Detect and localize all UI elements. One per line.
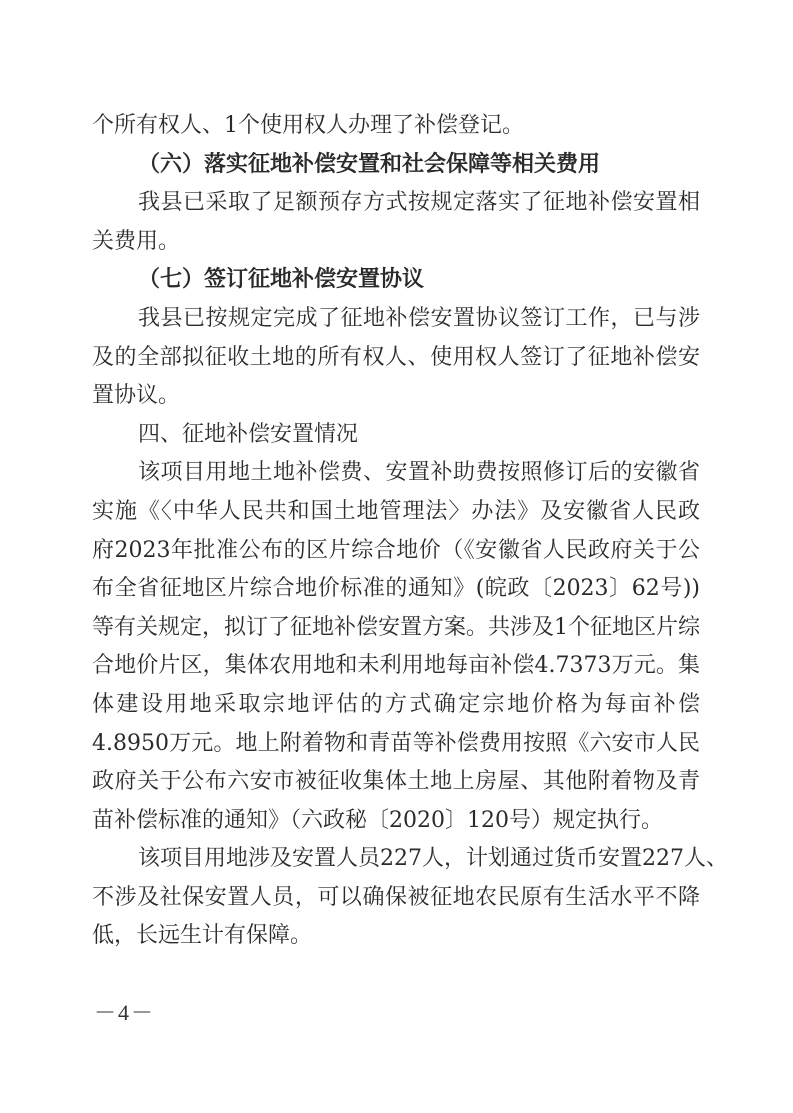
- text-line: 体建设用地采取宗地评估的方式确定宗地价格为每亩补偿: [92, 691, 700, 717]
- text-line: 及的全部拟征收土地的所有权人、使用权人签订了征地补偿安: [92, 344, 700, 370]
- section-heading: （七）签订征地补偿安置协议: [138, 267, 425, 293]
- text-line: 政府关于公布六安市被征收集体土地上房屋、其他附着物及青: [92, 769, 700, 795]
- text-line: 该项目用地涉及安置人员227人，计划通过货币安置227人、: [138, 846, 728, 872]
- section-heading: （六）落实征地补偿安置和社会保障等相关费用: [138, 151, 601, 177]
- text-line: 合地价片区，集体农用地和未利用地每亩补偿4.7373万元。集: [92, 653, 700, 679]
- text-line: 实施《〈中华人民共和国土地管理法〉办法》及安徽省人民政: [92, 498, 700, 524]
- text-line: 苗补偿标准的通知》（六政秘〔2020〕120号）规定执行。: [92, 807, 663, 833]
- text-line: 个所有权人、1个使用权人办理了补偿登记。: [92, 113, 524, 138]
- text-line: 关费用。: [92, 228, 181, 254]
- document-body: [92, 107, 728, 956]
- text-line: 低，长远生计有保障。: [92, 923, 313, 949]
- section-heading: 四、征地补偿安置情况: [138, 421, 359, 447]
- text-line: 等有关规定，拟订了征地补偿安置方案。共涉及1个征地区片综: [92, 614, 700, 640]
- text-line: 府2023年批准公布的区片综合地价（《安徽省人民政府关于公: [92, 537, 700, 563]
- text-line: 置协议。: [92, 383, 181, 409]
- text-line: 我县已采取了足额预存方式按规定落实了征地补偿安置相: [138, 190, 700, 216]
- text-line: 4.8950万元。地上附着物和青苗等补偿费用按照《六安市人民: [92, 730, 700, 756]
- text-line: 该项目用地土地补偿费、安置补助费按照修订后的安徽省: [138, 460, 700, 486]
- page-number: －4－: [94, 1000, 156, 1025]
- text-line: 我县已按规定完成了征地补偿安置协议签订工作，已与涉: [138, 305, 700, 331]
- text-line: 不涉及社保安置人员，可以确保被征地农民原有生活水平不降: [92, 884, 700, 910]
- text-line: 布全省征地区片综合地价标准的通知》(皖政〔2023〕62号)): [92, 576, 700, 602]
